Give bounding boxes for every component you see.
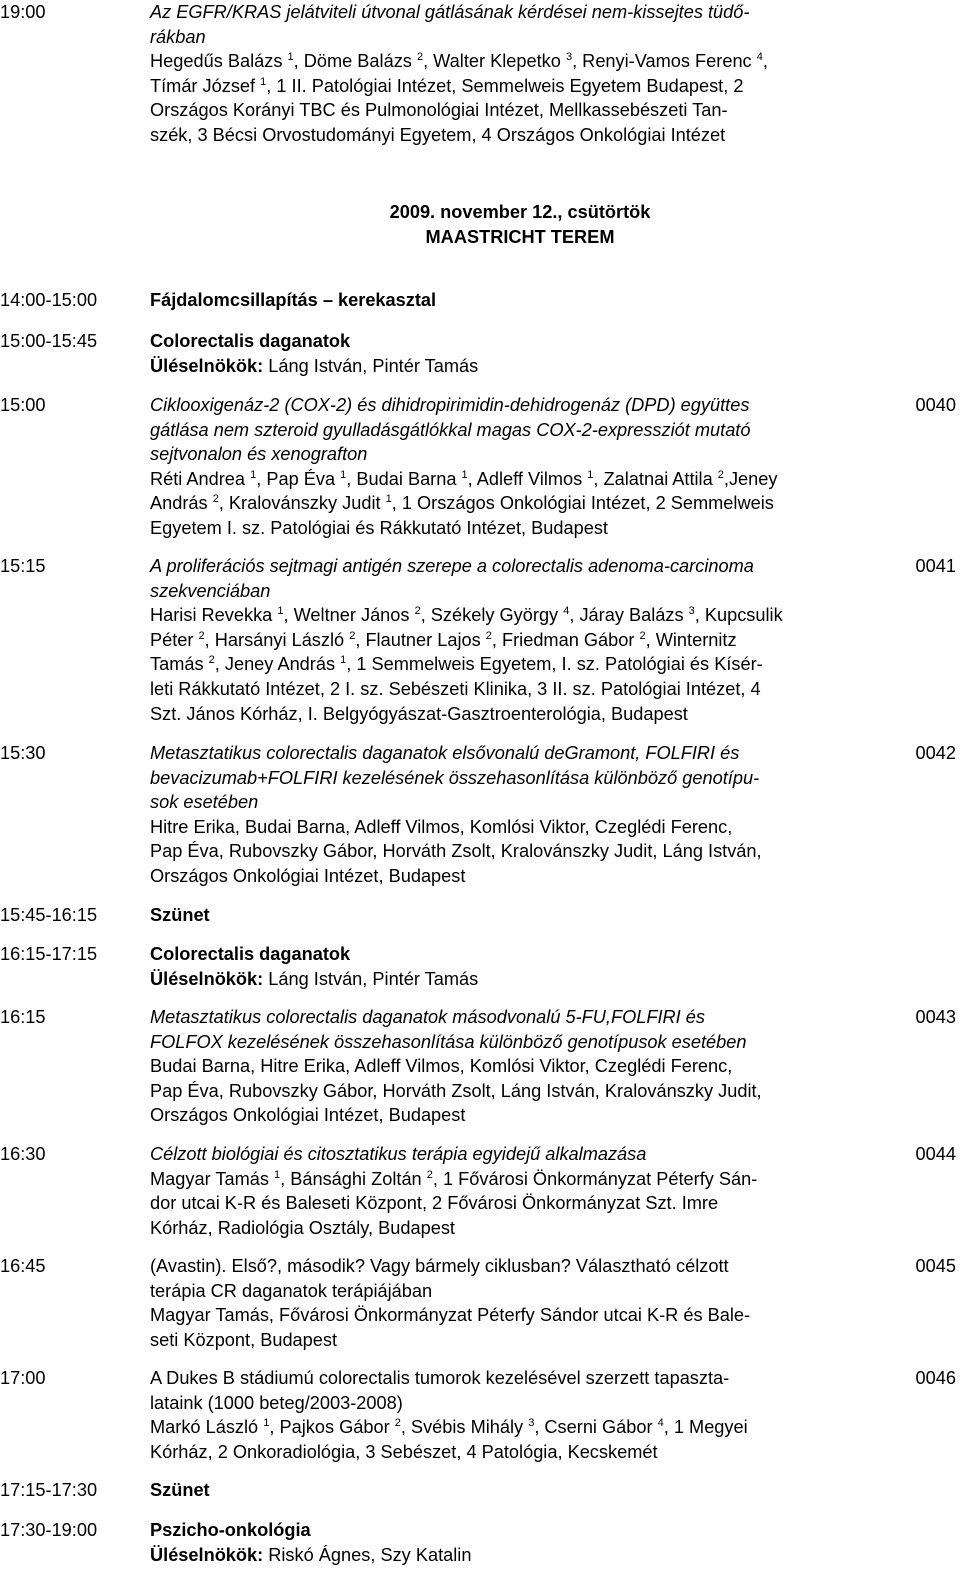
- abstract-title-line: Ciklooxigenáz-2 (COX-2) és dihidropirimidin-dehidrogenáz (DPD) együttes: [150, 395, 750, 415]
- entry-time: 16:45: [0, 1256, 46, 1276]
- session-time: 16:15-17:15: [0, 944, 98, 964]
- abstract-code: 0046: [915, 1368, 956, 1388]
- entry-time: 16:15: [0, 1007, 46, 1027]
- author-line: Magyar Tamás, Fővárosi Önkormányzat Péterfy Sándor utcai K-R és Bale-: [150, 1305, 751, 1326]
- author-line: Harisi Revekka $^1$, Weltner János $^2$, Székely György $^4$, Járay Balázs $^3$, Kupcsulik: [150, 605, 783, 626]
- author-line: szék, 3 Bécsi Orvostudományi Egyetem, 4 Országos Onkológiai Intézet: [150, 124, 726, 145]
- author-line: Budai Barna, Hitre Erika, Adleff Vilmos, Komlósi Viktor, Czeglédi Ferenc,: [150, 1056, 733, 1077]
- abstract-title-line: Metasztatikus colorectalis daganatok másodvonalú 5-FU,FOLFIRI és: [150, 1007, 705, 1027]
- author-line: Pap Éva, Rubovszky Gábor, Horváth Zsolt, Kralovánszky Judit, Láng István,: [150, 841, 762, 862]
- author-line: Tamás $^2$, Jeney András $^1$, 1 Semmelweis Egyetem, I. sz. Patológiai és Kísér-: [150, 654, 763, 675]
- abstract-title-line: FOLFOX kezelésének összehasonlítása különböző genotípusok esetében: [150, 1031, 747, 1052]
- author-line: Egyetem I. sz. Patológiai és Rákkutató Intézet, Budapest: [150, 517, 608, 538]
- entry-time: 15:00: [0, 395, 46, 415]
- session-date: 2009. november 12., csütörtök: [389, 202, 651, 222]
- abstract-code: 0043: [915, 1007, 956, 1027]
- abstract-title-line: bevacizumab+FOLFIRI kezelésének összehasonlítása különböző genotípu-: [150, 767, 760, 788]
- author-line: Magyar Tamás $^1$, Bánsághi Zoltán $^2$, 1 Fővárosi Önkormányzat Péterfy Sán-: [150, 1168, 758, 1189]
- abstract-title-line: sok esetében: [150, 792, 259, 813]
- author-line: Péter $^2$, Harsányi László $^2$, Flautner Lajos $^2$, Friedman Gábor $^2$, Winternitz: [150, 629, 737, 650]
- abstract-title-line: rákban: [150, 26, 206, 47]
- session-title: Colorectalis daganatok: [150, 331, 351, 351]
- abstract-title-line: terápia CR daganatok terápiájában: [150, 1280, 433, 1301]
- author-line: Szt. János Kórház, I. Belgyógyászat-Gasztroenterológia, Budapest: [150, 703, 688, 724]
- abstract-title-line: Metasztatikus colorectalis daganatok elsővonalú deGramont, FOLFIRI és: [150, 743, 740, 763]
- abstract-title-line: A proliferációs sejtmagi antigén szerepe a colorectalis adenoma-carcinoma: [150, 556, 754, 576]
- author-line: Hegedűs Balázs $^1$, Döme Balázs $^2$, Walter Klepetko $^3$, Renyi-Vamos Ferenc $^4$,: [150, 51, 768, 72]
- author-line: Országos Onkológiai Intézet, Budapest: [150, 1105, 466, 1126]
- date-header: [360, 200, 680, 249]
- session-time: 17:15-17:30: [0, 1480, 98, 1500]
- entry-time: 15:15: [0, 556, 46, 576]
- abstract-title-line: A Dukes B stádiumú colorectalis tumorok kezelésével szerzett tapaszta-: [150, 1368, 730, 1388]
- author-line: seti Központ, Budapest: [150, 1329, 338, 1350]
- break-label: Szünet: [150, 1480, 210, 1500]
- abstract-code: 0045: [915, 1256, 956, 1276]
- abstract-title-line: Az EGFR/KRAS jelátviteli útvonal gátlásának kérdései nem-kissejtes tüdő-: [150, 2, 750, 22]
- session-time: 14:00-15:00: [0, 290, 98, 310]
- entry-time: 16:30: [0, 1144, 46, 1164]
- session-title: Pszicho-onkológia: [150, 1520, 311, 1540]
- abstract-code: 0042: [915, 743, 956, 763]
- author-line: Réti Andrea $^1$, Pap Éva $^1$, Budai Barna $^1$, Adleff Vilmos $^1$, Zalatnai Attila $^2$,Jeney: [150, 468, 778, 489]
- author-line: Országos Onkológiai Intézet, Budapest: [150, 865, 466, 886]
- abstract-title-line: (Avastin). Első?, második? Vagy bármely ciklusban? Választható célzott: [150, 1256, 729, 1276]
- author-line: Tímár József $^1$, 1 II. Patológiai Intézet, Semmelweis Egyetem Budapest, 2: [150, 75, 744, 96]
- abstract-title-line: Célzott biológiai és citosztatikus terápia egyidejű alkalmazása: [150, 1144, 647, 1164]
- author-line: leti Rákkutató Intézet, 2 I. sz. Sebészeti Klinika, 3 II. sz. Patológiai Intézet, 4: [150, 678, 761, 699]
- abstract-title-line: sejtvonalon és xenografton: [150, 444, 368, 465]
- session-chairs: Üléselnökök: Riskó Ágnes, Szy Katalin: [150, 1544, 472, 1565]
- abstract-title-line: lataink (1000 beteg/2003-2008): [150, 1392, 403, 1413]
- session-time: 15:45-16:15: [0, 905, 98, 925]
- abstract-code: 0041: [915, 556, 956, 576]
- author-line: Országos Korányi TBC és Pulmonológiai Intézet, Mellkassebészeti Tan-: [150, 100, 728, 121]
- abstract-title-line: szekvenciában: [150, 580, 271, 601]
- entry-time: 19:00: [0, 2, 46, 22]
- session-title: Colorectalis daganatok: [150, 944, 351, 964]
- author-line: dor utcai K-R és Baleseti Központ, 2 Fővárosi Önkormányzat Szt. Imre: [150, 1193, 719, 1214]
- abstract-code: 0040: [915, 395, 956, 415]
- author-line: Kórház, Radiológia Osztály, Budapest: [150, 1217, 455, 1238]
- session-title: Fájdalomcsillapítás – kerekasztal: [150, 290, 437, 310]
- session-time: 15:00-15:45: [0, 331, 98, 351]
- entry-time: 15:30: [0, 743, 46, 763]
- entry-time: 17:00: [0, 1368, 46, 1388]
- session-chairs: Üléselnökök: Láng István, Pintér Tamás: [150, 968, 479, 989]
- session-time: 17:30-19:00: [0, 1520, 98, 1540]
- abstract-code: 0044: [915, 1144, 956, 1164]
- session-chairs: Üléselnökök: Láng István, Pintér Tamás: [150, 355, 479, 376]
- author-line: András $^2$, Kralovánszky Judit $^1$, 1 Országos Onkológiai Intézet, 2 Semmelweis: [150, 493, 774, 514]
- session-room: MAASTRICHT TEREM: [425, 226, 615, 247]
- break-label: Szünet: [150, 905, 210, 925]
- author-line: Kórház, 2 Onkoradiológia, 3 Sebészet, 4 Patológia, Kecskemét: [150, 1441, 658, 1462]
- author-line: Hitre Erika, Budai Barna, Adleff Vilmos, Komlósi Viktor, Czeglédi Ferenc,: [150, 816, 733, 837]
- author-line: Markó László $^1$, Pajkos Gábor $^2$, Svébis Mihály $^3$, Cserni Gábor $^4$, 1 Megyei: [150, 1417, 748, 1438]
- abstract-title-line: gátlása nem szteroid gyulladásgátlókkal magas COX-2-expressziót mutató: [150, 419, 751, 440]
- author-line: Pap Éva, Rubovszky Gábor, Horváth Zsolt, Láng István, Kralovánszky Judit,: [150, 1080, 762, 1101]
